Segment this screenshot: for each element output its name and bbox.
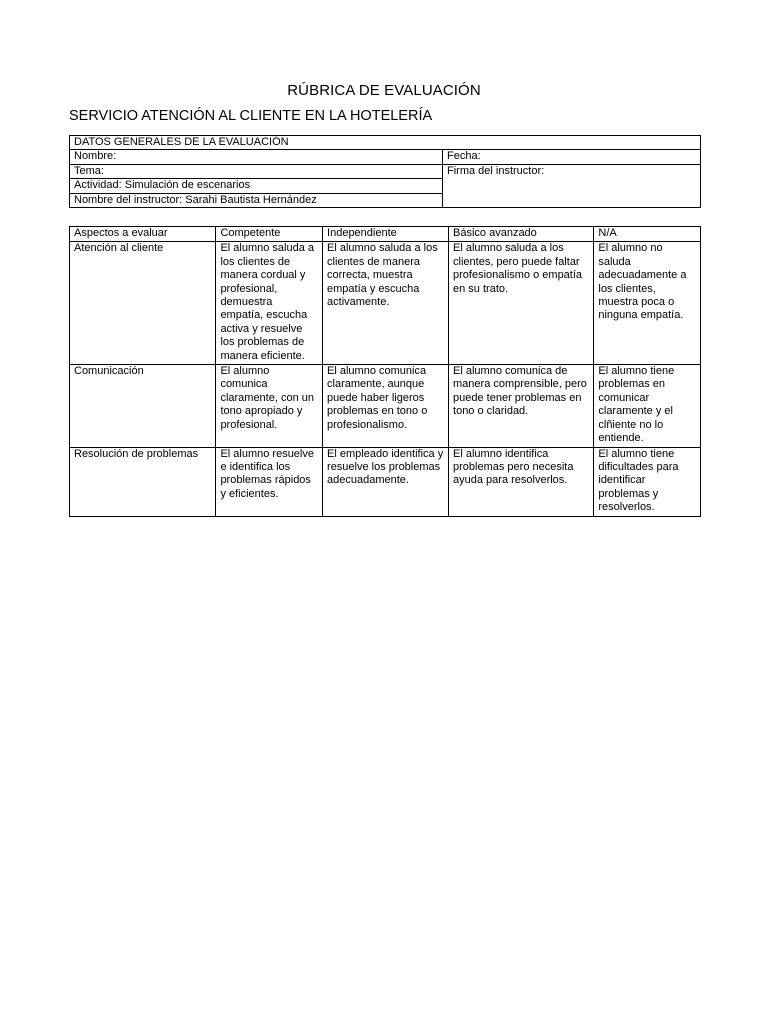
actividad-field: Actividad: Simulación de escenarios (70, 179, 443, 193)
rubric-table (69, 226, 701, 517)
fecha-field: Fecha: (443, 150, 701, 164)
independiente-cell: El alumno comunica claramente, aunque puede haber ligeros problemas en tono o profesionalismo. (323, 365, 449, 447)
basico-cell: El alumno identifica problemas pero necesita ayuda para resolverlos. (449, 447, 594, 516)
general-header-cell: DATOS GENERALES DE LA EVALUACIÓN (70, 136, 701, 150)
na-cell: El alumno tiene problemas en comunicar claramente y el clñiente no lo entiende. (594, 365, 701, 447)
basico-cell: El alumno saluda a los clientes, pero puede faltar profesionalismo o empatía en su trato. (449, 242, 594, 365)
general-row (70, 164, 701, 178)
na-cell: El alumno tiene dificultades para identificar problemas y resolverlos. (594, 447, 701, 516)
na-cell: El alumno no saluda adecuadamente a los clientes, muestra poca o ninguna empatía. (594, 242, 701, 365)
basico-cell: El alumno comunica de manera comprensible, pero puede tener problemas en tono o claridad. (449, 365, 594, 447)
tema-field: Tema: (70, 164, 443, 178)
independiente-cell: El empleado identifica y resuelve los problemas adecuadamente. (323, 447, 449, 516)
rubric-header-aspectos: Aspectos a evaluar (70, 227, 216, 242)
aspect-cell: Resolución de problemas (70, 447, 216, 516)
rubric-row-resolucion (70, 447, 701, 516)
instructor-field: Nombre del instructor: Sarahi Bautista Hernández (70, 193, 443, 207)
general-row (70, 150, 701, 164)
general-data-table (69, 135, 701, 208)
rubric-header-basico: Básico avanzado (449, 227, 594, 242)
rubric-header-na: N/A (594, 227, 701, 242)
general-header-row (70, 136, 701, 150)
rubric-row-comunicacion (70, 365, 701, 447)
firma-field: Firma del instructor: (443, 164, 701, 207)
document-title: RÚBRICA DE EVALUACIÓN (287, 82, 481, 99)
aspect-cell: Atención al cliente (70, 242, 216, 365)
document-subtitle: SERVICIO ATENCIÓN AL CLIENTE EN LA HOTELERÍA (69, 108, 433, 124)
competente-cell: El alumno resuelve e identifica los problemas rápidos y eficientes. (216, 447, 323, 516)
nombre-field: Nombre: (70, 150, 443, 164)
rubric-row-atencion (70, 242, 701, 365)
rubric-header-row (70, 227, 701, 242)
aspect-cell: Comunicación (70, 365, 216, 447)
rubric-header-independiente: Independiente (323, 227, 449, 242)
independiente-cell: El alumno saluda a los clientes de manera correcta, muestra empatía y escucha activamente. (323, 242, 449, 365)
competente-cell: El alumno saluda a los clientes de manera cordual y profesional, demuestra empatía, escucha activa y resuelve los problemas de manera eficiente. (216, 242, 323, 365)
competente-cell: El alumno comunica claramente, con un tono apropiado y profesional. (216, 365, 323, 447)
rubric-header-competente: Competente (216, 227, 323, 242)
